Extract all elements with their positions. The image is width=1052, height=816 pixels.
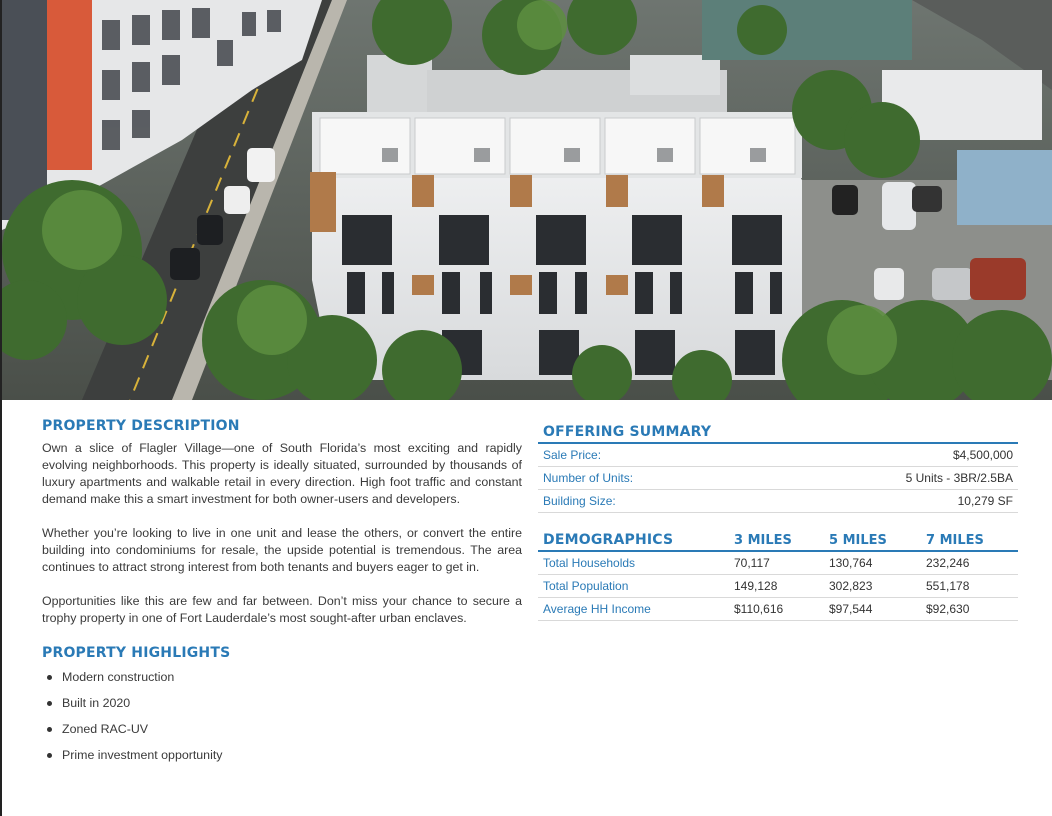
- demographics-heading: DEMOGRAPHICS: [543, 532, 674, 548]
- left-column: [42, 418, 522, 773]
- offering-summary-heading: OFFERING SUMMARY: [543, 424, 712, 440]
- column-header: 3 MILES: [734, 533, 792, 548]
- table-cell: $97,544: [829, 602, 873, 616]
- property-highlights-list: [42, 669, 522, 773]
- description-paragraph: Whether you’re looking to live in one unit and lease the others, or convert the entire building into condominiums for resale, the upside potential is tremendous. The area continues to attract strong interest from both tenants and buyers eager to get in.: [42, 526, 522, 574]
- table-row: [538, 598, 1018, 621]
- bullet-icon: [47, 727, 52, 732]
- highlight-text: Zoned RAC-UV: [62, 722, 149, 736]
- table-row: [538, 575, 1018, 598]
- row-label: Sale Price:: [543, 448, 602, 462]
- demographics-table: [538, 528, 1018, 621]
- offering-summary-table: [538, 420, 1018, 513]
- offering-summary-header: [538, 420, 1018, 444]
- description-paragraph: Opportunities like this are few and far between. Don’t miss your chance to secure a trophy property in one of Fort Lauderdale’s most sought-after urban enclaves.: [42, 594, 522, 625]
- row-label: Total Population: [543, 579, 629, 593]
- highlight-item: [42, 669, 522, 695]
- table-cell: 70,117: [734, 556, 770, 570]
- highlight-item: [42, 721, 522, 747]
- highlight-text: Built in 2020: [62, 696, 131, 710]
- bullet-icon: [47, 753, 52, 758]
- row-value: 10,279 SF: [957, 494, 1013, 508]
- table-cell: 551,178: [926, 579, 970, 593]
- table-row: [538, 552, 1018, 575]
- description-paragraph: Own a slice of Flagler Village—one of South Florida’s most exciting and rapidly evolving neighborhoods. This property is ideally situated, surrounded by thousands of luxury apartments and walkable retail in every direction. High foot traffic and constant demand make this a smart investment for both owner-users and developers.: [42, 441, 522, 506]
- table-row: [538, 490, 1018, 513]
- table-cell: 130,764: [829, 556, 873, 570]
- table-row: [538, 444, 1018, 467]
- right-column: [538, 420, 1018, 621]
- bullet-icon: [47, 675, 52, 680]
- row-label: Average HH Income: [543, 602, 651, 616]
- row-value: 5 Units - 3BR/2.5BA: [905, 471, 1013, 485]
- property-description-body: [42, 440, 522, 627]
- table-cell: $92,630: [926, 602, 970, 616]
- table-row: [538, 467, 1018, 490]
- demographics-header: [538, 528, 1018, 552]
- highlight-item: [42, 695, 522, 721]
- bullet-icon: [47, 701, 52, 706]
- highlight-text: Modern construction: [62, 670, 175, 684]
- highlight-item: [42, 747, 522, 773]
- table-cell: 149,128: [734, 579, 778, 593]
- row-label: Building Size:: [543, 494, 616, 508]
- row-label: Total Households: [543, 556, 636, 570]
- property-aerial-photo: [2, 0, 1052, 400]
- table-cell: $110,616: [734, 602, 784, 616]
- row-value: $4,500,000: [952, 448, 1013, 462]
- property-highlights-heading: PROPERTY HIGHLIGHTS: [42, 645, 231, 661]
- row-label: Number of Units:: [543, 471, 634, 485]
- highlight-text: Prime investment opportunity: [62, 748, 223, 762]
- property-description-heading: PROPERTY DESCRIPTION: [42, 418, 240, 434]
- table-cell: 232,246: [926, 556, 970, 570]
- column-header: 7 MILES: [926, 533, 984, 548]
- table-cell: 302,823: [829, 579, 873, 593]
- column-header: 5 MILES: [829, 533, 887, 548]
